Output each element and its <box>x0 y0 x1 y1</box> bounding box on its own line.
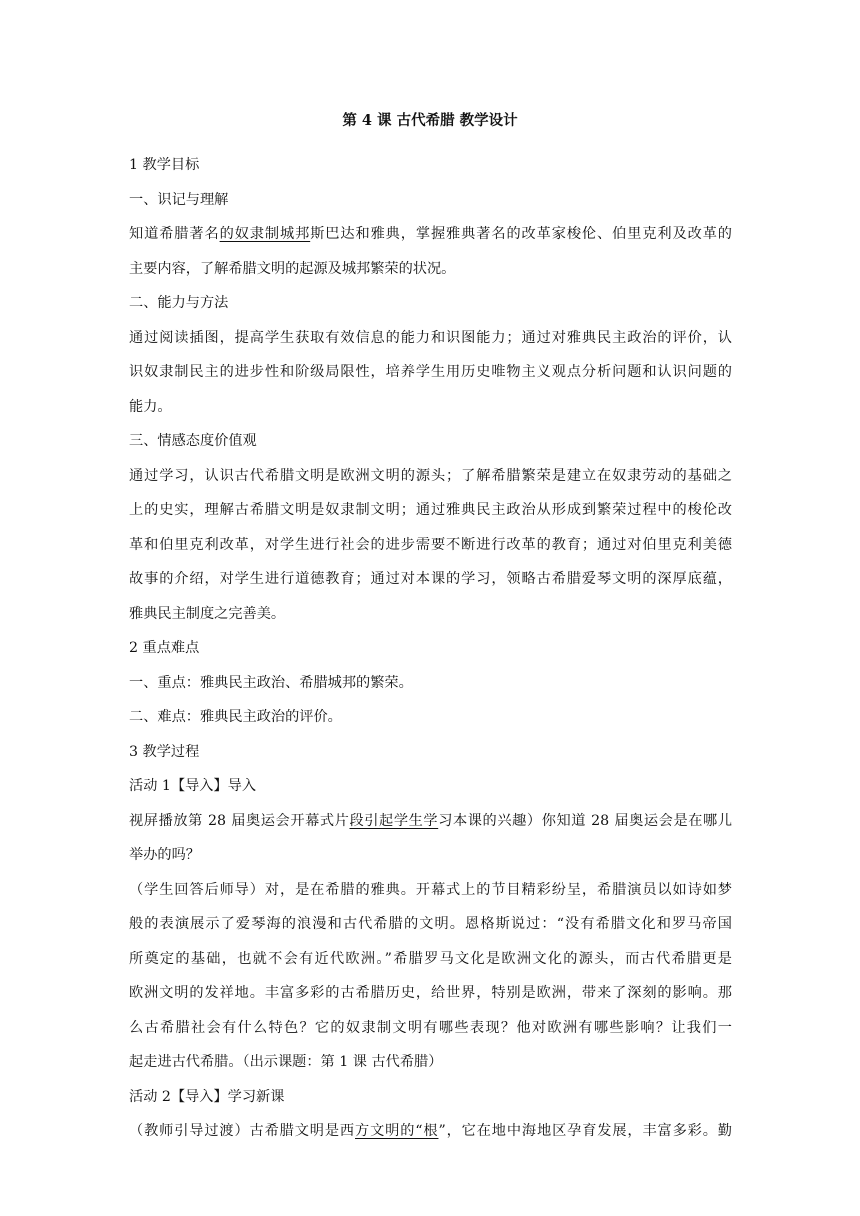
text-line: 所奠定的基础，也就不会有近代欧洲。”希腊罗马文化是欧洲文化的源头，而古代希腊更是 <box>129 950 732 967</box>
text-segment: （教师引导过渡）古希腊文明是西 <box>129 1123 355 1139</box>
text-line: 故事的介绍，对学生进行道德教育；通过对本课的学习，领略古希腊爱琴文明的深厚底蕴， <box>129 571 732 587</box>
text-line: （学生回答后师导）对，是在希腊的雅典。开幕式上的节目精彩纷呈，希腊演员以如诗如梦 <box>129 881 732 898</box>
text-segment: 视屏播放第 28 届奥运会开幕式片 <box>129 812 350 829</box>
text-segment: 斯巴达和雅典，掌握雅典著名的改革家梭伦、伯里克利及改革的 <box>310 226 732 242</box>
text-line: 二、能力与方法 <box>129 295 229 311</box>
document-title: 第 4 课 古代希腊 教学设计 <box>342 112 518 129</box>
underlined-text: 方文明的“根 <box>355 1123 439 1139</box>
text-line: 般的表演展示了爱琴海的浪漫和古代希腊的文明。恩格斯说过：“没有希腊文化和罗马帝国 <box>129 916 732 932</box>
document-body <box>129 148 732 1149</box>
text-line: 一、识记与理解 <box>129 191 229 208</box>
text-line <box>129 217 732 252</box>
text-line: 2 重点难点 <box>129 640 200 656</box>
text-line: 主要内容，了解希腊文明的起源及城邦繁荣的状况。 <box>129 260 456 277</box>
text-line: 活动 2【导入】学习新课 <box>129 1088 285 1105</box>
text-line <box>129 804 732 839</box>
text-line: 革和伯里克利改革，对学生进行社会的进步需要不断进行改革的教育；通过对伯里克利美德 <box>129 536 732 553</box>
text-line: 3 教学过程 <box>129 743 200 760</box>
text-segment: 习本课的兴趣）你知道 28 届奥运会是在哪儿 <box>438 812 733 829</box>
text-line: 能力。 <box>129 398 172 415</box>
text-line: 举办的吗？ <box>129 847 200 863</box>
text-line: 上的史实，理解古希腊文明是奴隶制文明；通过雅典民主政治从形成到繁荣过程中的梭伦改 <box>129 502 732 518</box>
text-line: 一、重点：雅典民主政治、希腊城邦的繁荣。 <box>129 674 413 691</box>
text-line: 通过学习，认识古代希腊文明是欧洲文明的源头；了解希腊繁荣是建立在奴隶劳动的基础之 <box>129 467 732 484</box>
text-line: 通过阅读插图，提高学生获取有效信息的能力和识图能力；通过对雅典民主政治的评价，认 <box>129 329 732 346</box>
text-line: 么古希腊社会有什么特色？它的奴隶制文明有哪些表现？他对欧洲有哪些影响？让我们一 <box>129 1019 732 1036</box>
underlined-text: 的奴隶制城邦 <box>219 226 311 242</box>
text-line: 1 教学目标 <box>129 157 200 173</box>
text-segment: 知道希腊著名 <box>129 226 220 242</box>
text-line: 雅典民主制度之完善美。 <box>129 605 286 622</box>
text-line <box>129 1114 732 1149</box>
text-line: 起走进古代希腊。（出示课题：第 1 课 古代希腊） <box>129 1054 443 1070</box>
text-line: 识奴隶制民主的进步性和阶级局限性，培养学生用历史唯物主义观点分析问题和认识问题的 <box>129 364 732 380</box>
text-line: 欧洲文明的发祥地。丰富多彩的古希腊历史，给世界，特别是欧洲，带来了深刻的影响。那 <box>129 985 732 1001</box>
text-line: 活动 1【导入】导入 <box>129 778 257 794</box>
text-line: 二、难点：雅典民主政治的评价。 <box>129 709 342 725</box>
text-segment: ”，它在地中海地区孕育发展，丰富多彩。勤 <box>438 1123 732 1139</box>
text-line: 三、情感态度价值观 <box>129 433 257 449</box>
underlined-text: 段引起学生学 <box>349 812 439 829</box>
